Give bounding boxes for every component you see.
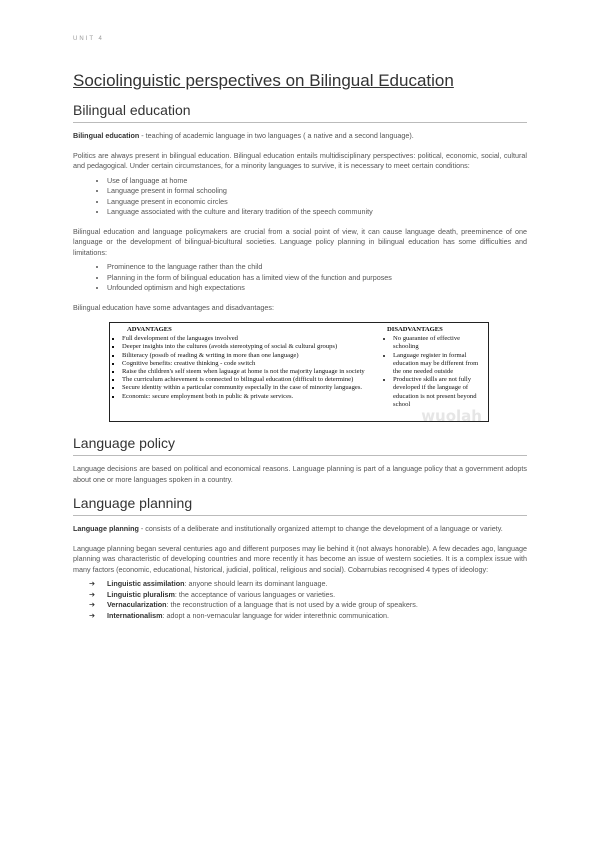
arrow-icon: ➔ — [89, 589, 96, 599]
disadvantages-column — [383, 326, 483, 409]
list-item: • Unfounded optimism and high expectations — [107, 283, 527, 294]
ideology-term: Linguistic assimilation — [107, 579, 185, 588]
paragraph-politics: Politics are always present in bilingual education. Bilingual education entails multidisciplinary perspectives: political, economic, social, cultural and pedagogical. Under certain circumstances, for a minority languages to survive, it is necessary to meet certain conditions: — [73, 150, 527, 170]
definition-term: Language planning — [73, 524, 139, 533]
heading-bilingual-education: Bilingual education — [73, 101, 527, 123]
ideology-text: : the reconstruction of a language that is not used by a wide group of speakers. — [166, 600, 418, 609]
advantage-item: ▪ Cognitive benefits: creative thinking - code switch — [122, 360, 375, 368]
list-item — [89, 579, 527, 590]
ideology-term: Internationalism — [107, 610, 163, 620]
list-item: • Use of language at home — [107, 176, 527, 187]
advantages-disadvantages-table — [109, 322, 489, 422]
disadvantages-heading: DISADVANTAGES — [387, 326, 443, 333]
watermark: wuolah — [421, 406, 482, 422]
advantage-item: ▪ Full development of the languages involved — [122, 335, 375, 343]
heading-language-planning: Language planning — [73, 494, 527, 516]
advantage-item: ▪ Economic: secure employment both in public & private services. — [122, 393, 375, 401]
paragraph-policymakers: Bilingual education and language policymakers are crucial from a social point of view, it can cause language death, preeminence of one language or the development of bilingual-bicultural societies. Language policy planning in bilingual education has some difficulties and limitations: — [73, 226, 527, 257]
advantage-item: ▪ The curriculum achievement is connected to bilingual education (difficult to determine) — [122, 376, 375, 384]
ideology-text: : anyone should learn its dominant language. — [184, 579, 328, 588]
ideology-text: : the acceptance of various languages or varieties. — [174, 589, 336, 599]
list-item — [89, 590, 527, 601]
disadvantage-item: • Language register in formal education may be different from the one needed outside — [393, 352, 483, 377]
list-item: • Language present in formal schooling — [107, 186, 527, 197]
disadvantage-item: • Productive skills are not fully developed if the language of education is not present beyond school — [393, 376, 483, 409]
conditions-list — [73, 176, 527, 218]
list-item — [89, 611, 527, 622]
disadvantage-item: • No guarantee of effective schooling — [393, 335, 483, 351]
document-title: Sociolinguistic perspectives on Bilingual Education — [73, 71, 454, 90]
language-planning-definition — [73, 524, 527, 535]
arrow-icon: ➔ — [89, 579, 96, 588]
ideologies-list — [73, 579, 527, 621]
definition-term: Bilingual education — [73, 131, 140, 140]
definition-text: - consists of a deliberate and institutionally organized attempt to change the development of a language or variety. — [138, 524, 503, 533]
advantage-item: ▪ Raise the children's self steem when laguage at home is not the majority language in society — [122, 368, 375, 376]
limitations-list — [73, 262, 527, 294]
bilingual-education-definition — [73, 131, 527, 142]
advantage-item: ▪ Secure identity within a particular community especially in the case of minority languages. — [122, 384, 375, 392]
definition-text: - teaching of academic language in two languages ( a native and a second language). — [139, 131, 414, 140]
ideology-text: : adopt a non-vernacular language for wider interethnic communication. — [162, 610, 390, 620]
arrow-icon: ➔ — [89, 600, 96, 609]
ideology-term: Linguistic pluralism — [107, 589, 175, 599]
list-item: • Planning in the form of bilingual education has a limited view of the function and purposes — [107, 273, 527, 284]
arrow-icon: ➔ — [89, 610, 96, 620]
advantages-column — [113, 326, 375, 401]
ideology-term: Vernacularization — [107, 600, 167, 609]
heading-language-policy: Language policy — [73, 434, 527, 456]
paragraph-advantages-intro: Bilingual education have some advantages and disadvantages: — [73, 302, 274, 312]
unit-label: UNIT 4 — [73, 36, 104, 42]
advantages-heading: ADVANTAGES — [127, 326, 172, 333]
paragraph-language-policy: Language decisions are based on political and economical reasons. Language planning is part of a language policy that a government adopts about one or more languages spoken in a country. — [73, 464, 527, 484]
document-page — [73, 36, 527, 630]
advantage-item: ▪ Biliteracy (possib of reading & writing in more than one language) — [122, 352, 375, 360]
list-item: • Language associated with the culture and literary tradition of the speech community — [107, 207, 527, 218]
advantage-item: ▪ Deeper insights into the cultures (avoids stereotyping of social & cultural groups) — [122, 343, 375, 351]
paragraph-planning-history: Language planning began several centuries ago and different purposes may lie behind it (not always honorable). A few decades ago, language planning was characteristic of developing countries and more recently it has become an issue of western societies. It is a complex issue with many factors (economic, educational, historical, judicial, political, religious and social). Cobarrubias recognised 4 types of ideology: — [73, 543, 527, 574]
list-item — [89, 600, 527, 611]
list-item: • Prominence to the language rather than the child — [107, 262, 527, 273]
list-item: • Language present in economic circles — [107, 197, 527, 208]
